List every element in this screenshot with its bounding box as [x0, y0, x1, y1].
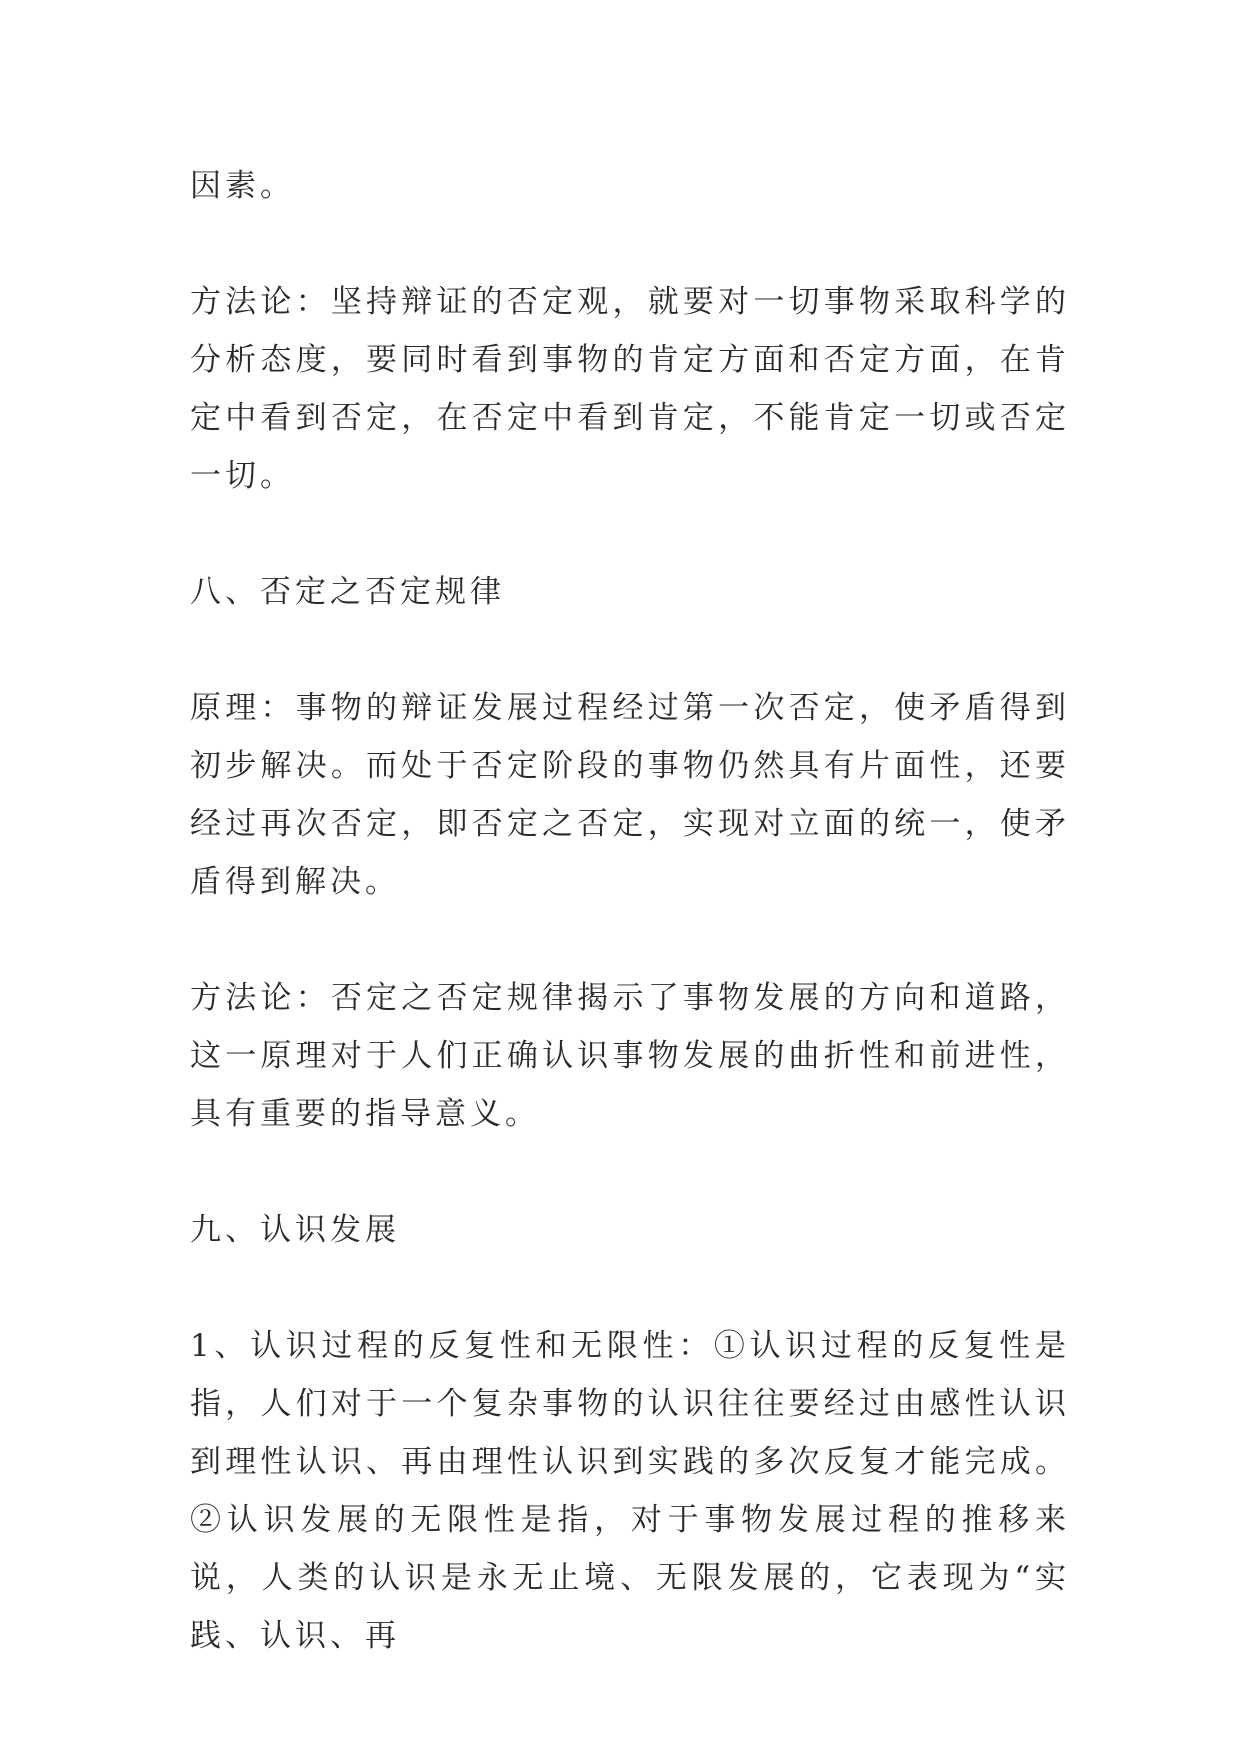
document-body: [190, 157, 1070, 1665]
paragraph-cognition-development: 1、认识过程的反复性和无限性：①认识过程的反复性是指，人们对于一个复杂事物的认识往往要经过由感性认识到理性认识、再由理性认识到实践的多次反复才能完成。②认识发展的无限性是指，对于事物发展过程的推移来说，人类的认识是永无止境、无限发展的，它表现为“实践、认识、再: [190, 1328, 1070, 1654]
paragraph-methodology-negation-of-negation: 方法论：否定之否定规律揭示了事物发展的方向和道路，这一原理对于人们正确认识事物发展的曲折性和前进性，具有重要的指导意义。: [190, 980, 1070, 1132]
section-heading-9: 九、认识发展: [190, 1212, 400, 1248]
paragraph-continuation: 因素。: [190, 168, 295, 204]
section-heading-8: 八、否定之否定规律: [190, 574, 505, 610]
paragraph-principle-negation-of-negation: 原理：事物的辩证发展过程经过第一次否定，使矛盾得到初步解决。而处于否定阶段的事物仍然具有片面性，还要经过再次否定，即否定之否定，实现对立面的统一，使矛盾得到解决。: [190, 690, 1070, 900]
paragraph-methodology-negation: 方法论：坚持辩证的否定观，就要对一切事物采取科学的分析态度，要同时看到事物的肯定方面和否定方面，在肯定中看到否定，在否定中看到肯定，不能肯定一切或否定一切。: [190, 284, 1070, 494]
